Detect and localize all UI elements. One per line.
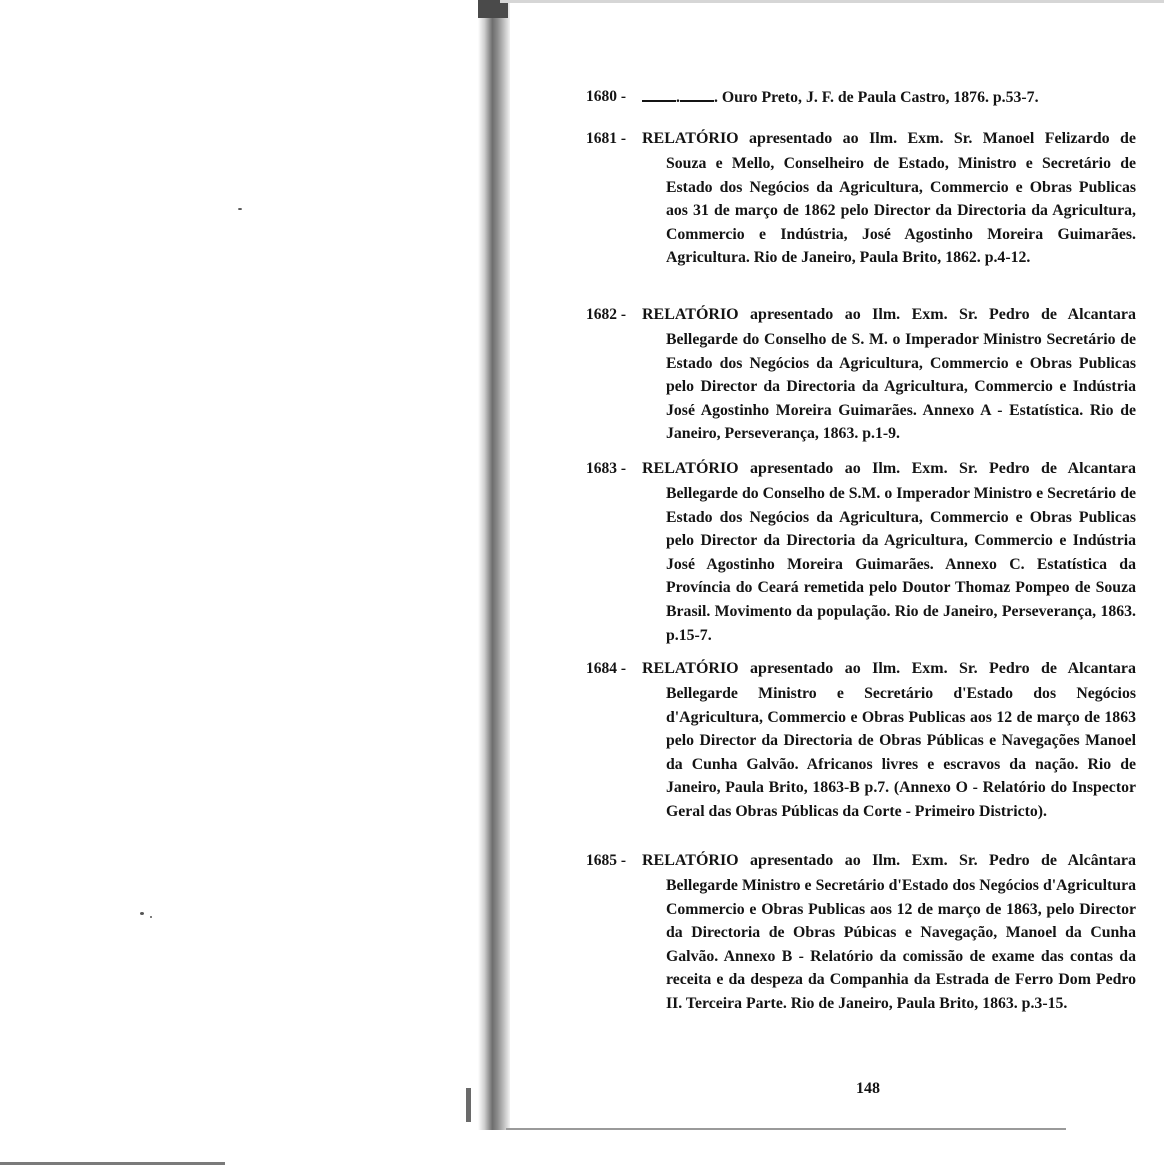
entry-text-tail: . Ouro Preto, J. F. de Paula Castro, 1876. p.53-7. xyxy=(713,89,1039,106)
entry-number: 1682 - xyxy=(586,306,627,323)
scan-speck xyxy=(150,916,152,918)
blank-line xyxy=(642,88,676,102)
entry-text: . . Ouro Preto, J. F. de Paula Castro, 1876. p.53-7. xyxy=(642,88,1039,107)
left-page-bottom-edge xyxy=(0,1162,225,1165)
entry-body: Souza e Mello, Conselheiro de Estado, Ministro e Secretário de Estado dos Negócios da Agricultura, Commercio e Obras Publicas aos 31 de março de 1862 pelo Director da Directoria da Agricultura, Commercio e Indústria, José Agostinho Moreira Guimarães. Agricultura. Rio de Janeiro, Paula Brito, 1862. p.4-12. xyxy=(666,155,1136,267)
entry-number: 1680 - xyxy=(586,88,627,105)
entry-1684 xyxy=(586,660,1136,824)
entry-first-line: RELATÓRIO apresentado ao Ilm. Exm. Sr. Manoel Felizardo de xyxy=(642,130,1136,147)
entry-1681 xyxy=(586,130,1136,270)
page-bottom-edge xyxy=(506,1128,1066,1130)
entry-first-line: RELATÓRIO apresentado ao Ilm. Exm. Sr. Pedro de Alcantara xyxy=(642,306,1136,323)
entry-number: 1681 - xyxy=(586,130,627,147)
entry-number: 1685 - xyxy=(586,852,627,869)
entry-number: 1683 - xyxy=(586,460,627,477)
entry-1685 xyxy=(586,852,1136,1016)
book-spine-shadow xyxy=(478,0,510,1130)
entry-1683 xyxy=(586,460,1136,647)
entry-1682 xyxy=(586,306,1136,446)
left-page-mark xyxy=(466,1088,471,1122)
entry-body: Bellegarde do Conselho de S.M. o Imperador Ministro e Secretário de Estado dos Negócios da Agricultura, Commercio e Obras Publicas pelo Director da Directoria da Agricultura, Commercio e Indústria José Agostinho Moreira Guimarães. Annexo C. Estatística da Província do Ceará remetida pelo Doutor Thomaz Pompeo de Souza Brasil. Movimento da população. Rio de Janeiro, Perseverança, 1863. p.15-7. xyxy=(666,485,1136,644)
blank-line xyxy=(680,88,714,102)
entry-body: Bellegarde Ministro e Secretário d'Estado dos Negócios d'Agricultura Commercio e Obras Publicas aos 12 de março de 1863, pelo Director da Directoria de Obras Púbicas e Navegação, Manoel da Cunha Galvão. Annexo B - Relatório da comissão de exame das contas da receita e da despeza da Companhia da Estrada de Ferro Dom Pedro II. Terceira Parte. Rio de Janeiro, Paula Brito, 1863. p.3-15. xyxy=(666,877,1136,1012)
scan-speck xyxy=(140,912,144,915)
entry-first-line: RELATÓRIO apresentado ao Ilm. Exm. Sr. Pedro de Alcantara xyxy=(642,660,1136,677)
scan-speck xyxy=(238,208,242,210)
page-number: 148 xyxy=(856,1080,880,1097)
entry-body: Bellegarde do Conselho de S. M. o Imperador Ministro Secretário de Estado dos Negócios da Agricultura, Commercio e Obras Publicas pelo Director da Directoria da Agricultura, Commercio e Indústria José Agostinho Moreira Guimarães. Annexo A - Estatística. Rio de Janeiro, Perseverança, 1863. p.1-9. xyxy=(666,331,1136,443)
page-top-edge xyxy=(500,0,1164,3)
entry-first-line: RELATÓRIO apresentado ao Ilm. Exm. Sr. Pedro de Alcântara xyxy=(642,852,1136,869)
entry-body: Bellegarde Ministro e Secretário d'Estado dos Negócios d'Agricultura, Commercio e Obras Publicas aos 12 de março de 1863 pelo Director da Directoria de Obras Públicas e Navegações Manoel da Cunha Galvão. Africanos livres e escravos da nação. Rio de Janeiro, Paula Brito, 1863-B p.7. (Annexo O - Relatório do Inspector Geral das Obras Públicas da Corte - Primeiro Districto). xyxy=(666,685,1136,820)
entry-number: 1684 - xyxy=(586,660,627,677)
entry-first-line: RELATÓRIO apresentado ao Ilm. Exm. Sr. Pedro de Alcantara xyxy=(642,460,1136,477)
